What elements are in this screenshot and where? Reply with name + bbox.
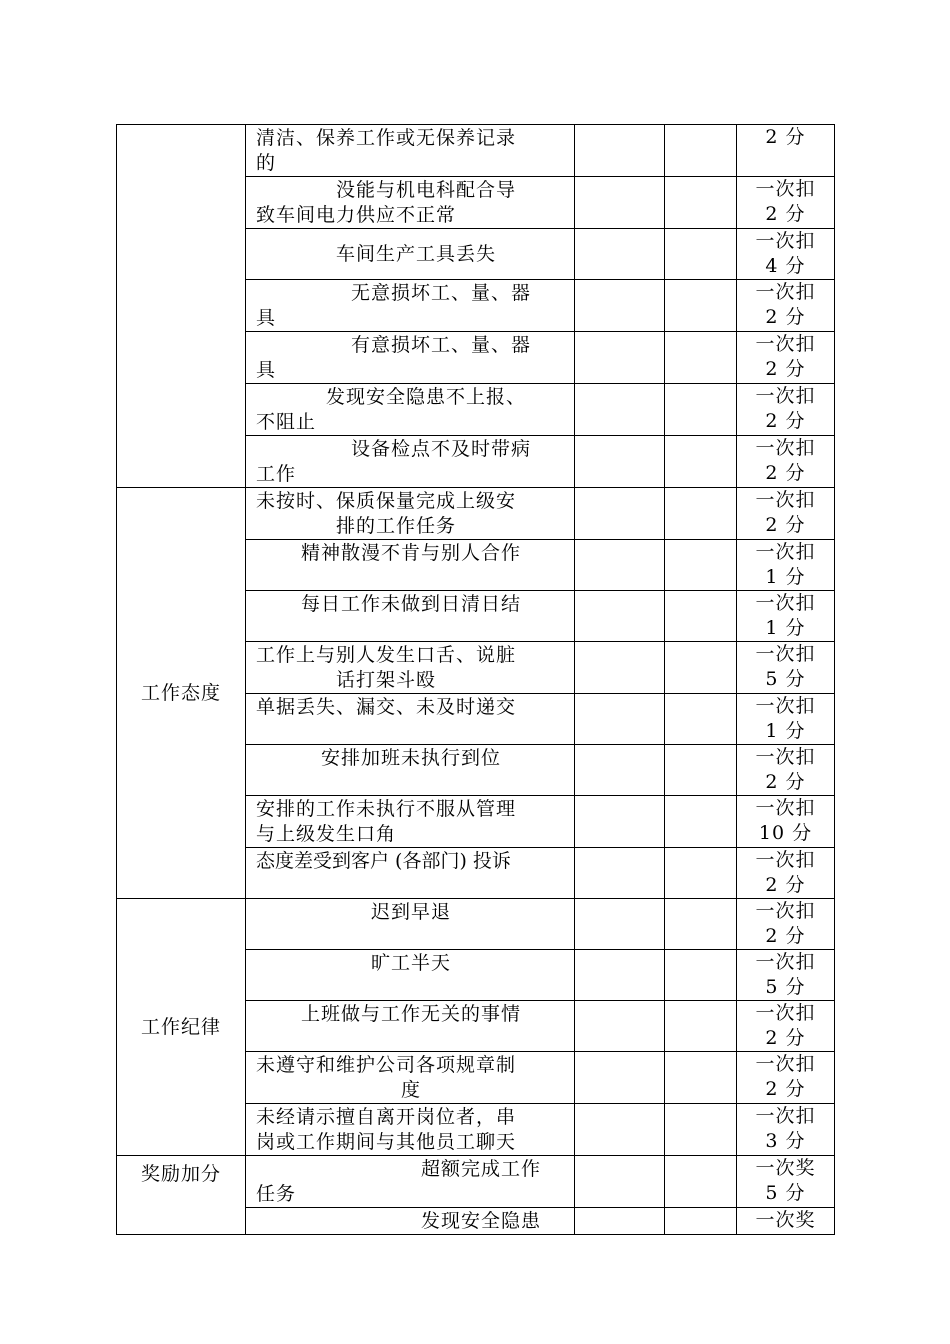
- table-row: [117, 125, 835, 177]
- item-description: 安排的工作未执行不服从管理 与上级发生口角: [246, 796, 575, 848]
- score-cell: 一次扣 3 分: [737, 1104, 835, 1156]
- empty-cell: [665, 1208, 737, 1235]
- category-cell: 工作纪律: [117, 899, 246, 1156]
- table-row: [117, 899, 835, 950]
- item-description: 没能与机电科配合导 致车间电力供应不正常: [246, 177, 575, 229]
- empty-cell: [665, 177, 737, 229]
- score-cell: 一次扣 5 分: [737, 950, 835, 1001]
- item-description: 未按时、保质保量完成上级安 排的工作任务: [246, 488, 575, 540]
- empty-cell: [575, 332, 665, 384]
- table-row: [117, 488, 835, 540]
- category-cell: 奖励加分: [117, 1156, 246, 1235]
- score-cell: 一次扣 5 分: [737, 642, 835, 694]
- empty-cell: [665, 745, 737, 796]
- empty-cell: [665, 229, 737, 280]
- item-description: 设备检点不及时带病 工作: [246, 436, 575, 488]
- score-cell: 一次扣 10 分: [737, 796, 835, 848]
- empty-cell: [575, 384, 665, 436]
- empty-cell: [575, 796, 665, 848]
- item-description: 安排加班未执行到位: [246, 745, 575, 796]
- empty-cell: [575, 125, 665, 177]
- empty-cell: [665, 796, 737, 848]
- category-cell: [117, 125, 246, 488]
- score-cell: 一次扣 2 分: [737, 332, 835, 384]
- score-cell: 一次扣 4 分: [737, 229, 835, 280]
- score-cell: 一次扣 2 分: [737, 177, 835, 229]
- empty-cell: [575, 1208, 665, 1235]
- item-description: 每日工作未做到日清日结: [246, 591, 575, 642]
- empty-cell: [575, 950, 665, 1001]
- evaluation-table: [116, 124, 835, 1235]
- score-cell: 一次奖: [737, 1208, 835, 1235]
- empty-cell: [575, 229, 665, 280]
- table-row: [117, 1156, 835, 1208]
- score-cell: 一次扣 2 分: [737, 899, 835, 950]
- item-description: 工作上与别人发生口舌、说脏 话打架斗殴: [246, 642, 575, 694]
- empty-cell: [575, 488, 665, 540]
- score-cell: 一次扣 2 分: [737, 488, 835, 540]
- score-cell: 一次扣 1 分: [737, 540, 835, 591]
- empty-cell: [665, 384, 737, 436]
- score-cell: 一次扣 2 分: [737, 384, 835, 436]
- empty-cell: [575, 591, 665, 642]
- item-description: 态度差受到客户 (各部门) 投诉: [246, 848, 575, 899]
- score-cell: 一次扣 2 分: [737, 280, 835, 332]
- item-description: 单据丢失、漏交、未及时递交: [246, 694, 575, 745]
- empty-cell: [575, 899, 665, 950]
- empty-cell: [665, 1052, 737, 1104]
- empty-cell: [665, 125, 737, 177]
- score-cell: 一次扣 2 分: [737, 745, 835, 796]
- empty-cell: [665, 1001, 737, 1052]
- item-description: 无意损坏工、量、器 具: [246, 280, 575, 332]
- item-description: 迟到早退: [246, 899, 575, 950]
- item-description: 精神散漫不肯与别人合作: [246, 540, 575, 591]
- empty-cell: [575, 436, 665, 488]
- score-cell: 一次奖 5 分: [737, 1156, 835, 1208]
- empty-cell: [665, 436, 737, 488]
- empty-cell: [575, 1156, 665, 1208]
- item-description: 发现安全隐患不上报、 不阻止: [246, 384, 575, 436]
- empty-cell: [665, 488, 737, 540]
- item-description: 有意损坏工、量、器 具: [246, 332, 575, 384]
- empty-cell: [665, 591, 737, 642]
- item-description: 超额完成工作 任务: [246, 1156, 575, 1208]
- empty-cell: [665, 950, 737, 1001]
- empty-cell: [575, 1001, 665, 1052]
- score-cell: 一次扣 1 分: [737, 694, 835, 745]
- empty-cell: [665, 1156, 737, 1208]
- empty-cell: [665, 332, 737, 384]
- empty-cell: [575, 1052, 665, 1104]
- empty-cell: [665, 642, 737, 694]
- empty-cell: [665, 540, 737, 591]
- empty-cell: [575, 642, 665, 694]
- score-cell: 一次扣 2 分: [737, 436, 835, 488]
- item-description: 上班做与工作无关的事情: [246, 1001, 575, 1052]
- score-cell: 一次扣 2 分: [737, 848, 835, 899]
- item-description: 车间生产工具丢失: [246, 229, 575, 280]
- empty-cell: [575, 1104, 665, 1156]
- empty-cell: [665, 848, 737, 899]
- empty-cell: [575, 745, 665, 796]
- empty-cell: [575, 177, 665, 229]
- empty-cell: [665, 1104, 737, 1156]
- item-description: 发现安全隐患: [246, 1208, 575, 1235]
- empty-cell: [575, 540, 665, 591]
- empty-cell: [575, 280, 665, 332]
- empty-cell: [665, 899, 737, 950]
- empty-cell: [665, 280, 737, 332]
- empty-cell: [665, 694, 737, 745]
- empty-cell: [575, 848, 665, 899]
- item-description: 旷工半天: [246, 950, 575, 1001]
- score-cell: 一次扣 1 分: [737, 591, 835, 642]
- empty-cell: [575, 694, 665, 745]
- score-cell: 2 分: [737, 125, 835, 177]
- item-description: 清洁、保养工作或无保养记录 的: [246, 125, 575, 177]
- score-cell: 一次扣 2 分: [737, 1001, 835, 1052]
- score-cell: 一次扣 2 分: [737, 1052, 835, 1104]
- item-description: 未遵守和维护公司各项规章制 度: [246, 1052, 575, 1104]
- category-cell: 工作态度: [117, 488, 246, 899]
- item-description: 未经请示擅自离开岗位者，串 岗或工作期间与其他员工聊天: [246, 1104, 575, 1156]
